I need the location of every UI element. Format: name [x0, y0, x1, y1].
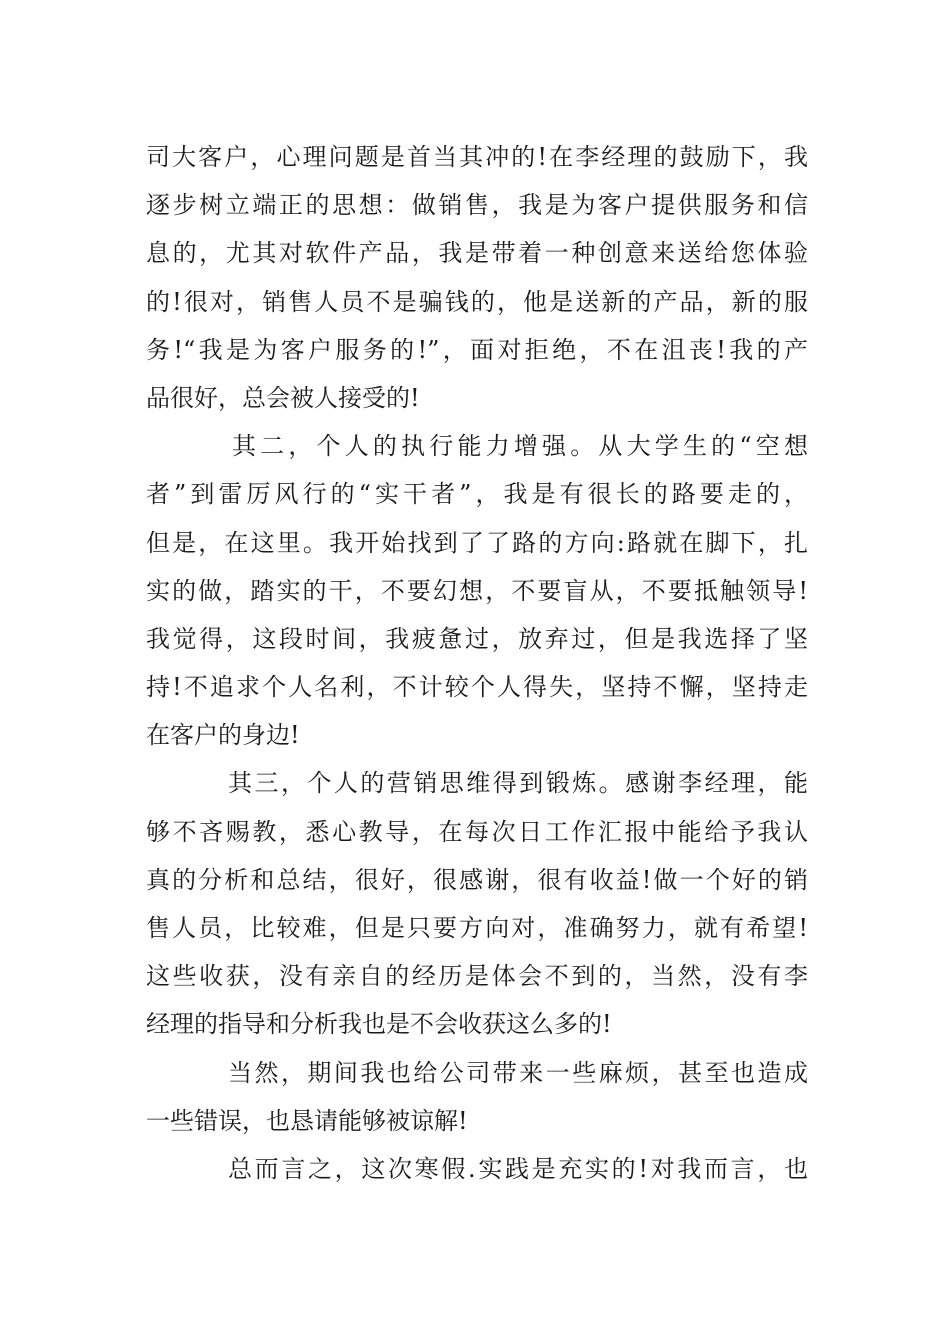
text-line: 够不吝赐教，悉心教导，在每次日工作汇报中能给予我认	[146, 817, 808, 846]
text-line: 在客户的身边!	[146, 721, 300, 750]
text-line: 这些收获，没有亲自的经历是体会不到的，当然，没有李	[146, 962, 808, 991]
text-line: 当然，期间我也给公司带来一些麻烦，甚至也造成	[228, 1058, 808, 1087]
text-line: 者”到雷厉风行的“实干者”，我是有很长的路要走的，	[146, 480, 808, 509]
text-line: 总而言之，这次寒假.实践是充实的!对我而言，也	[228, 1154, 808, 1183]
text-line: 经理的指导和分析我也是不会收获这么多的!	[146, 1010, 612, 1039]
paragraph-marketing-thinking	[146, 759, 808, 1048]
text-line: 真的分析和总结，很好，很感谢，很有收益!做一个好的销	[146, 865, 808, 894]
text-line: 售人员，比较难，但是只要方向对，准确努力，就有希望!	[146, 914, 808, 942]
text-line: 一些错误，也恳请能够被谅解!	[146, 1106, 468, 1135]
paragraph-continuation	[146, 133, 808, 422]
text-line: 但是，在这里。我开始找到了了路的方向:路就在脚下，扎	[146, 528, 808, 557]
text-line: 其二，个人的执行能力增强。从大学生的“空想	[232, 432, 808, 461]
text-line: 我觉得，这段时间，我疲惫过，放弃过，但是我选择了坚	[146, 624, 808, 653]
text-line: 务!“我是为客户服务的!”，面对拒绝，不在沮丧!我的产	[146, 335, 808, 364]
document-body	[146, 133, 808, 1193]
text-line: 的!很对，销售人员不是骗钱的，他是送新的产品，新的服	[146, 287, 808, 316]
paragraph-summary	[146, 1145, 808, 1193]
text-line: 息的，尤其对软件产品，我是带着一种创意来送给您体验	[146, 239, 808, 268]
text-line: 品很好，总会被人接受的!	[146, 383, 420, 412]
paragraph-apology	[146, 1049, 808, 1145]
paragraph-execution-ability	[146, 422, 808, 759]
text-line: 实的做，踏实的干，不要幻想，不要盲从，不要抵触领导!	[146, 576, 808, 605]
text-line: 逐步树立端正的思想：做销售，我是为客户提供服务和信	[146, 191, 808, 220]
text-line: 司大客户，心理问题是首当其冲的!在李经理的鼓励下，我	[146, 143, 808, 171]
text-line: 其三，个人的营销思维得到锻炼。感谢李经理，能	[228, 769, 808, 798]
text-line: 持!不追求个人名利，不计较个人得失，坚持不懈，坚持走	[146, 673, 808, 702]
